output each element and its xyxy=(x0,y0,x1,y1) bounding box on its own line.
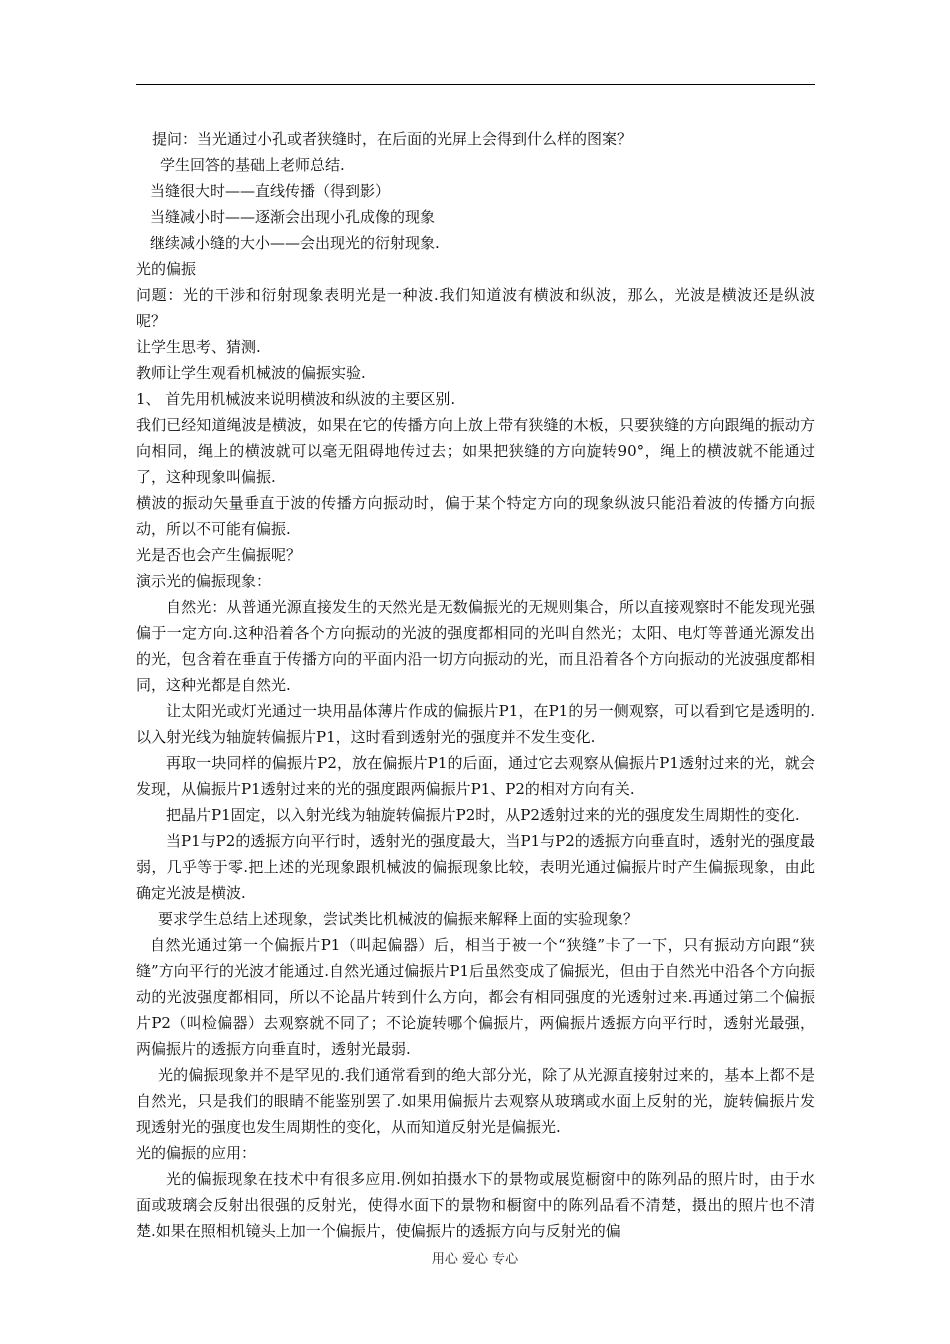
paragraph: 光的偏振现象在技术中有很多应用.例如拍摄水下的景物或展览橱窗中的陈列品的照片时，由于水面或玻璃会反射出很强的反射光，使得水面下的景物和橱窗中的陈列品看不清楚，摄出的照片也不清楚.如果在照相机镜头上加一个偏振片，使偏振片的透振方向与反射光的偏 xyxy=(136,1170,815,1240)
page-footer: 用心 爱心 专心 xyxy=(431,1252,519,1267)
paragraph: 自然光通过第一个偏振片P1（叫起偏器）后，相当于被一个“狭缝”卡了一下，只有振动方向跟“狭缝”方向平行的光波才能通过.自然光通过偏振片P1后虽然变成了偏振光，但由于自然光中沿各个方向振动的光波强度都相同，所以不论晶片转到什么方向，都会有相同强度的光透射过来.再通过第二个偏振片P2（叫检偏器）去观察就不同了；不论旋转哪个偏振片，两偏振片透振方向平行时，透射光最强，两偏振片的透振方向垂直时，透射光最弱. xyxy=(136,936,815,1058)
paragraph: 1、 首先用机械波来说明横波和纵波的主要区别. xyxy=(136,390,456,408)
paragraph: 学生回答的基础上老师总结. xyxy=(160,156,345,174)
paragraph: 演示光的偏振现象： xyxy=(136,572,272,590)
paragraph: 问题：光的干涉和衍射现象表明光是一种波.我们知道波有横波和纵波，那么，光波是横波还是纵波呢？ xyxy=(136,286,815,330)
paragraph: 光的偏振 xyxy=(136,260,197,278)
paragraph: 光的偏振的应用： xyxy=(136,1144,257,1162)
paragraph: 把晶片P1固定，以入射光线为轴旋转偏振片P2时，从P2透射过来的光的强度发生周期性的变化. xyxy=(166,806,800,824)
paragraph: 让学生思考、猜测. xyxy=(136,338,261,356)
header-rule xyxy=(136,84,815,85)
paragraph: 当缝很大时——直线传播（得到影） xyxy=(150,182,391,200)
paragraph: 当P1与P2的透振方向平行时，透射光的强度最大，当P1与P2的透振方向垂直时，透射光的强度最弱，几乎等于零.把上述的光现象跟机械波的偏振现象比较，表明光通过偏振片时产生偏振现象，由此确定光波是横波. xyxy=(136,832,815,902)
paragraph: 光是否也会产生偏振呢？ xyxy=(136,546,302,564)
paragraph: 再取一块同样的偏振片P2，放在偏振片P1的后面，通过它去观察从偏振片P1透射过来的光，就会发现，从偏振片P1透射过来的光的强度跟两偏振片P1、P2的相对方向有关. xyxy=(136,754,815,798)
paragraph: 提问：当光通过小孔或者狭缝时，在后面的光屏上会得到什么样的图案？ xyxy=(152,130,633,148)
paragraph: 让太阳光或灯光通过一块用晶体薄片作成的偏振片P1，在P1的另一侧观察，可以看到它是透明的.以入射光线为轴旋转偏振片P1，这时看到透射光的强度并不发生变化. xyxy=(136,702,815,746)
paragraph: 教师让学生观看机械波的偏振实验. xyxy=(136,364,366,382)
paragraph: 自然光：从普通光源直接发生的天然光是无数偏振光的无规则集合，所以直接观察时不能发现光强偏于一定方向.这种沿着各个方向振动的光波的强度都相同的光叫自然光；太阳、电灯等普通光源发出的光，包含着在垂直于传播方向的平面内沿一切方向振动的光，而且沿着各个方向振动的光波强度都相同，这种光都是自然光. xyxy=(136,598,815,694)
paragraph: 光的偏振现象并不是罕见的.我们通常看到的绝大部分光，除了从光源直接射过来的，基本上都不是自然光，只是我们的眼睛不能鉴别罢了.如果用偏振片去观察从玻璃或水面上反射的光，旋转偏振片发现透射光的强度也发生周期性的变化，从而知道反射光是偏振光. xyxy=(136,1066,815,1136)
document-body xyxy=(136,126,815,1244)
paragraph: 继续减小缝的大小——会出现光的衍射现象. xyxy=(150,234,440,252)
paragraph: 我们已经知道绳波是横波，如果在它的传播方向上放上带有狭缝的木板，只要狭缝的方向跟绳的振动方向相同，绳上的横波就可以毫无阻碍地传过去；如果把狭缝的方向旋转90°，绳上的横波就不能通过了，这种现象叫偏振. xyxy=(136,416,815,486)
paragraph: 要求学生总结上述现象，尝试类比机械波的偏振来解释上面的实验现象？ xyxy=(158,910,639,928)
paragraph: 当缝减小时——逐渐会出现小孔成像的现象 xyxy=(150,208,436,226)
paragraph: 横波的振动矢量垂直于波的传播方向振动时，偏于某个特定方向的现象纵波只能沿着波的传播方向振动，所以不可能有偏振. xyxy=(136,494,815,538)
